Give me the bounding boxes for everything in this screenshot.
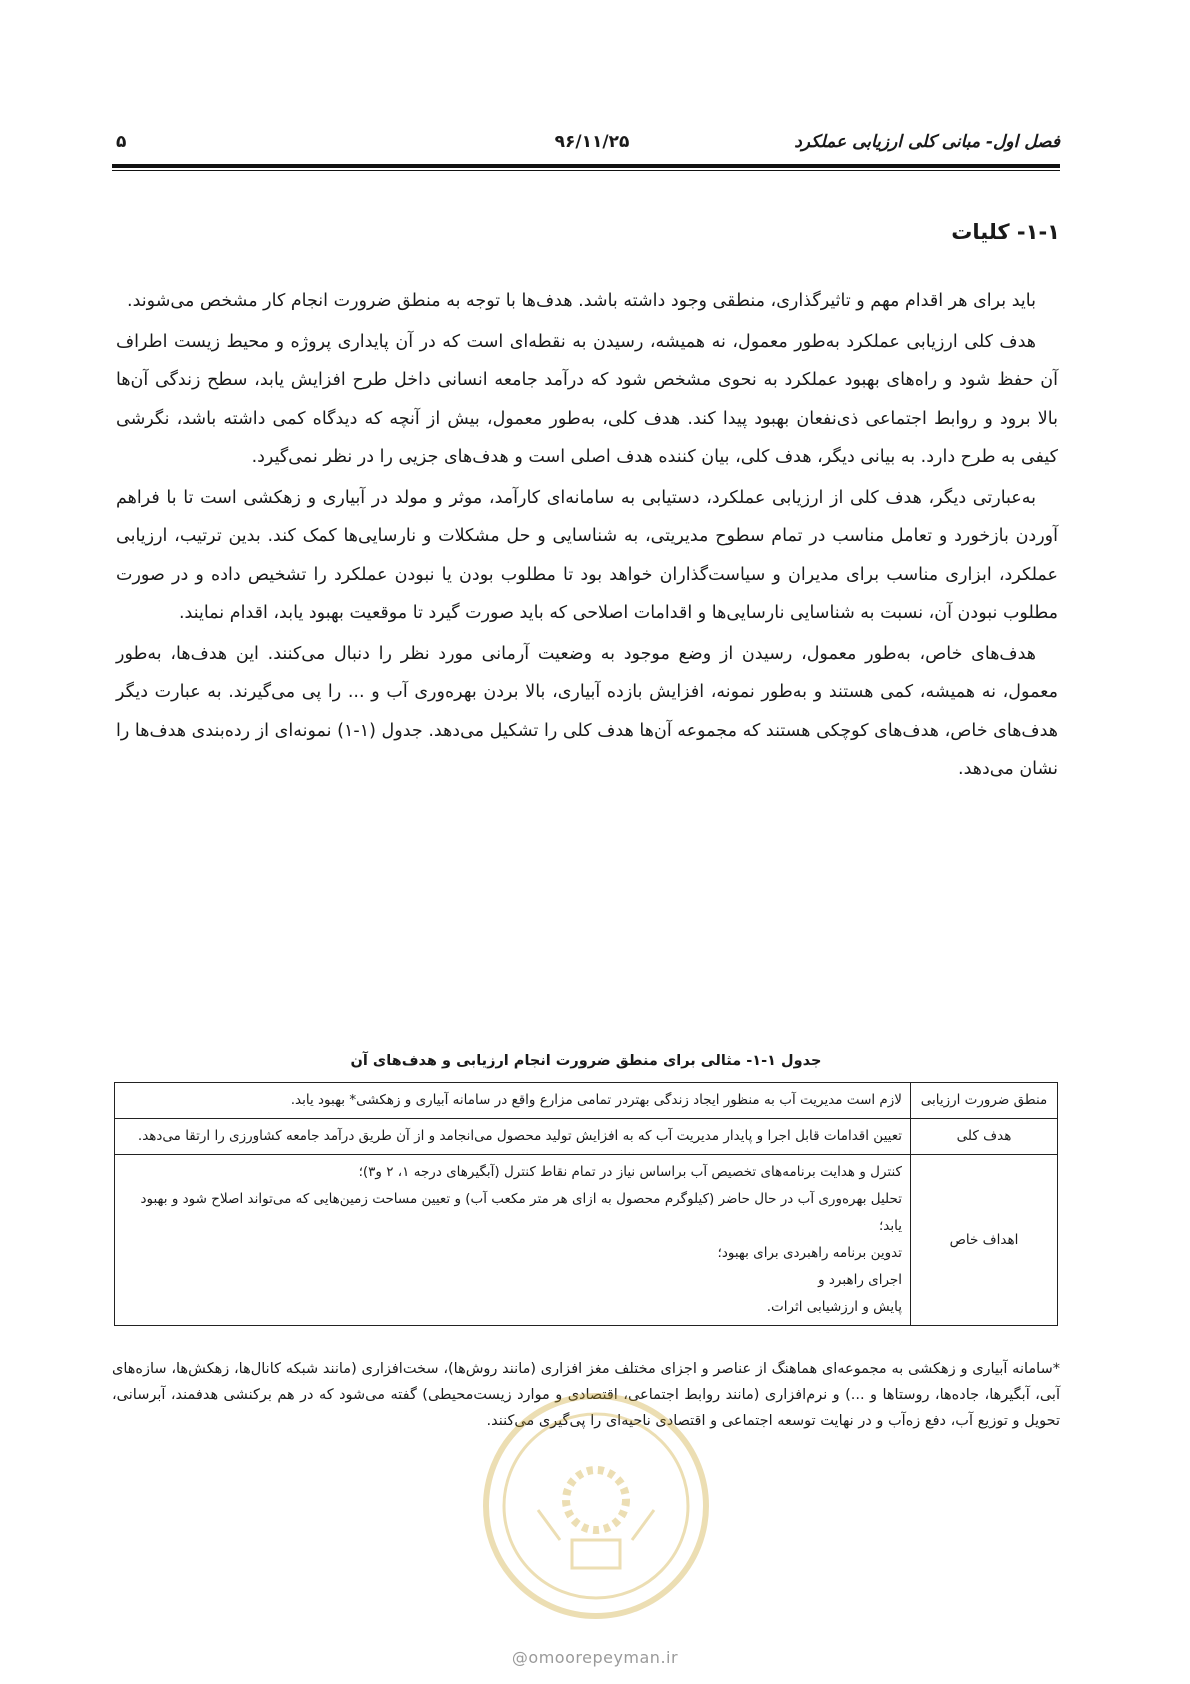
paragraph-4: هدف‌های خاص، به‌طور معمول، رسیدن از وضع موجود به وضعیت آرمانی مورد نظر را دنبال می‌کنند. این هدف‌ها، به‌طور معمول، نه همیشه، کمی هستند و به‌طور نمونه، افزایش بازده آبیاری، بالا بردن بهره‌وری آب و ... را پی می‌گیرند. به عبارت دیگر هدف‌های خاص، هدف‌های کوچکی هستند که مجموعه آن‌ها هدف کلی را تشکیل می‌دهد. جدول (۱-۱) نمونه‌ای از رده‌بندی هدف‌ها را نشان می‌دهد. [116, 643, 1058, 779]
table-row [115, 1119, 1058, 1155]
seal-building [572, 1540, 620, 1568]
footnote: *سامانه آبیاری و زهکشی به مجموعه‌ای هماهنگ از عناصر و اجزای مختلف مغز افزاری (مانند روش‌ها)، سخت‌افزاری (مانند شبکه کانال‌ها، زهکش‌ها، سازه‌های آبی، آبگیرها، جاده‌ها، روستاها و ...) و نرم‌افزاری (مانند روابط اجتماعی، اقتصادی و موارد زیست‌محیطی) گفته می‌شود که در هم برکنشی هدفمند، آبرسانی، تحویل و توزیع آب، دفع زه‌آب و در نهایت توسعه اجتماعی و اقتصادی ناحیه‌ای را پی‌گیری می‌کنند. [112, 1361, 1060, 1429]
page-header [112, 128, 1060, 158]
row-line: کنترل و هدایت برنامه‌های تخصیص آب براساس نیاز در تمام نقاط کنترل (آبگیرهای درجه ۱، ۲ و۳)؛ [358, 1164, 902, 1180]
row-line: اجرای راهبرد و [818, 1272, 902, 1288]
header-rule-thin [112, 170, 1060, 171]
paragraph-2: هدف کلی ارزیابی عملکرد به‌طور معمول، نه همیشه، رسیدن به نقطه‌ای است که در آن پایداری پروژه و محیط زیست اطراف آن حفظ شود و راه‌های بهبود عملکرد به نحوی مشخص شود که درآمد جامعه انسانی داخل طرح افزایش یابد، سطح زندگی آن‌ها بالا برود و روابط اجتماعی ذی‌نفعان بهبود پیدا کند. هدف کلی، به‌طور معمول، بیش از آنچه که دیدگاه کمی داشته باشد، نگرشی کیفی به طرح دارد. به بیانی دیگر، هدف کلی، بیان کننده هدف اصلی است و هدف‌های جزیی را در نظر نمی‌گیرد. [116, 331, 1058, 467]
row-line: تدوین برنامه راهبردی برای بهبود؛ [717, 1245, 902, 1261]
table-row [115, 1155, 1058, 1326]
row-content [115, 1119, 911, 1155]
row-line: تحلیل بهره‌وری آب در حال حاضر (کیلوگرم محصول به ازای هر متر مکعب آب) و تعیین مساحت زمین‌هایی که می‌تواند اصلاح شود و بهبود یابد؛ [140, 1191, 902, 1234]
page-number: ۵ [116, 132, 127, 152]
chapter-title: فصل اول- مبانی کلی ارزیابی عملکرد [794, 132, 1060, 152]
header-date: ۹۶/۱۱/۲۵ [554, 132, 630, 152]
seal-inner-ring [504, 1414, 688, 1598]
watermark-url: @omoorepeyman.ir [511, 1648, 679, 1667]
seal-gear [566, 1470, 626, 1530]
table-caption: جدول ۱-۱- مثالی برای منطق ضرورت انجام ارزیابی و هدف‌های آن [350, 1053, 822, 1069]
seal-scale-right [632, 1510, 654, 1540]
goals-table [114, 1082, 1058, 1326]
table-row [115, 1083, 1058, 1119]
watermark-seal-icon [480, 1390, 712, 1622]
row-label: هدف کلی [911, 1119, 1058, 1155]
row-label: منطق ضرورت ارزیابی [911, 1083, 1058, 1119]
row-content [115, 1155, 911, 1326]
paragraph-3: به‌عبارتی دیگر، هدف کلی از ارزیابی عملکرد، دستیابی به سامانه‌ای کارآمد، موثر و مولد در آبیاری و زهکشی است تا با فراهم آوردن بازخورد و تعامل مناسب در تمام سطوح مدیریتی، به شناسایی و حل مشکلات و نارسایی‌ها کمک کند. بدین ترتیب، ارزیابی عملکرد، ابزاری مناسب برای مدیران و سیاست‌گذاران خواهد بود تا مطلوب بودن یا نبودن عملکرد را تشخیص داده و در صورت مطلوب نبودن آن، نسبت به شناسایی نارسایی‌ها و اقدامات اصلاحی که باید صورت گیرد تا موقعیت بهبود یابد، اقدام نمایند. [116, 487, 1058, 623]
row-content [115, 1083, 911, 1119]
row-label: اهداف خاص [911, 1155, 1058, 1326]
header-rule-thick [112, 164, 1060, 168]
seal-outer-ring [486, 1396, 706, 1616]
section-title: ۱-۱- کلیات [951, 220, 1060, 244]
seal-scale-left [538, 1510, 560, 1540]
row-line: لازم است مدیریت آب به منظور ایجاد زندگی بهتردر تمامی مزارع واقع در سامانه آبیاری و زهکشی* بهبود یابد. [290, 1092, 902, 1108]
body-text [116, 282, 1058, 791]
row-line: پایش و ارزشیابی اثرات. [766, 1299, 902, 1315]
paragraph-1: باید برای هر اقدام مهم و تاثیرگذاری، منطقی وجود داشته باشد. هدف‌ها با توجه به منطق ضرورت انجام کار مشخص می‌شوند. [127, 291, 1036, 311]
row-line: تعیین اقدامات قابل اجرا و پایدار مدیریت آب که به افزایش تولید محصول می‌انجامد و از آن طریق درآمد جامعه کشاورزی را ارتقا می‌دهد. [137, 1128, 902, 1144]
